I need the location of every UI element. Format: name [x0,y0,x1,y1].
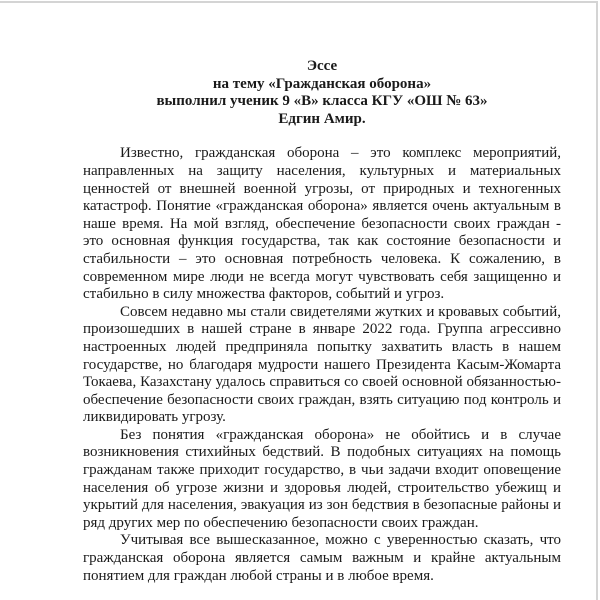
essay-body [83,145,561,585]
essay-heading [83,58,561,128]
essay-content [83,58,561,585]
essay-author-class: выполнил ученик 9 «В» класса КГУ «ОШ № 63» [156,93,488,110]
paragraph-1: Известно, гражданская оборона – это комплекс мероприятий, направленных на защиту населения, культурных и материальных ценностей от внешней военной угрозы, от природных и техногенных катастроф. Понятие «гражданская оборона» является очень актуальным в наше время. На мой взгляд, обеспечение безопасности своих граждан - это основная функция государства, так как состояние безопасности и стабильности – это основная потребность человека. К сожалению, в современном мире люди не всегда могут чувствовать себя защищенно и стабильно в силу множества факторов, событий и угроз. [83,145,561,303]
paragraph-4: Учитывая все вышесказанное, можно с уверенностью сказать, что гражданская оборона является самым важным и крайне актуальным понятием для граждан любой страны и в любое время. [83,532,561,584]
page-border-top [0,1,598,3]
paragraph-2: Совсем недавно мы стали свидетелями жутких и кровавых событий, произошедших в нашей стране в январе 2022 года. Группа агрессивно настроенных людей предприняла попытку захватить власть в нашем государстве, но благодаря мудрости нашего Президента Касым-Жомарта Токаева, Казахстану удалось справиться со своей основной обязанностью-обеспечение безопасности своих граждан, взять ситуацию под контроль и ликвидировать угрозу. [83,303,561,426]
essay-title: Эссе [306,58,338,74]
page-border-right [596,1,598,600]
essay-author-name: Едгин Амир. [278,110,366,127]
paragraph-3: Без понятия «гражданская оборона» не обойтись и в случае возникновения стихийных бедствий. В подобных ситуациях на помощь гражданам также приходит государство, в чьи задачи входит оповещение населения об угрозе жизни и здоровья людей, строительство убежищ и укрытий для населения, эвакуация из зон бедствия в безопасные районы и ряд других мер по обеспечению безопасности своих граждан. [83,426,561,531]
essay-topic: на тему «Гражданская оборона» [212,75,432,92]
